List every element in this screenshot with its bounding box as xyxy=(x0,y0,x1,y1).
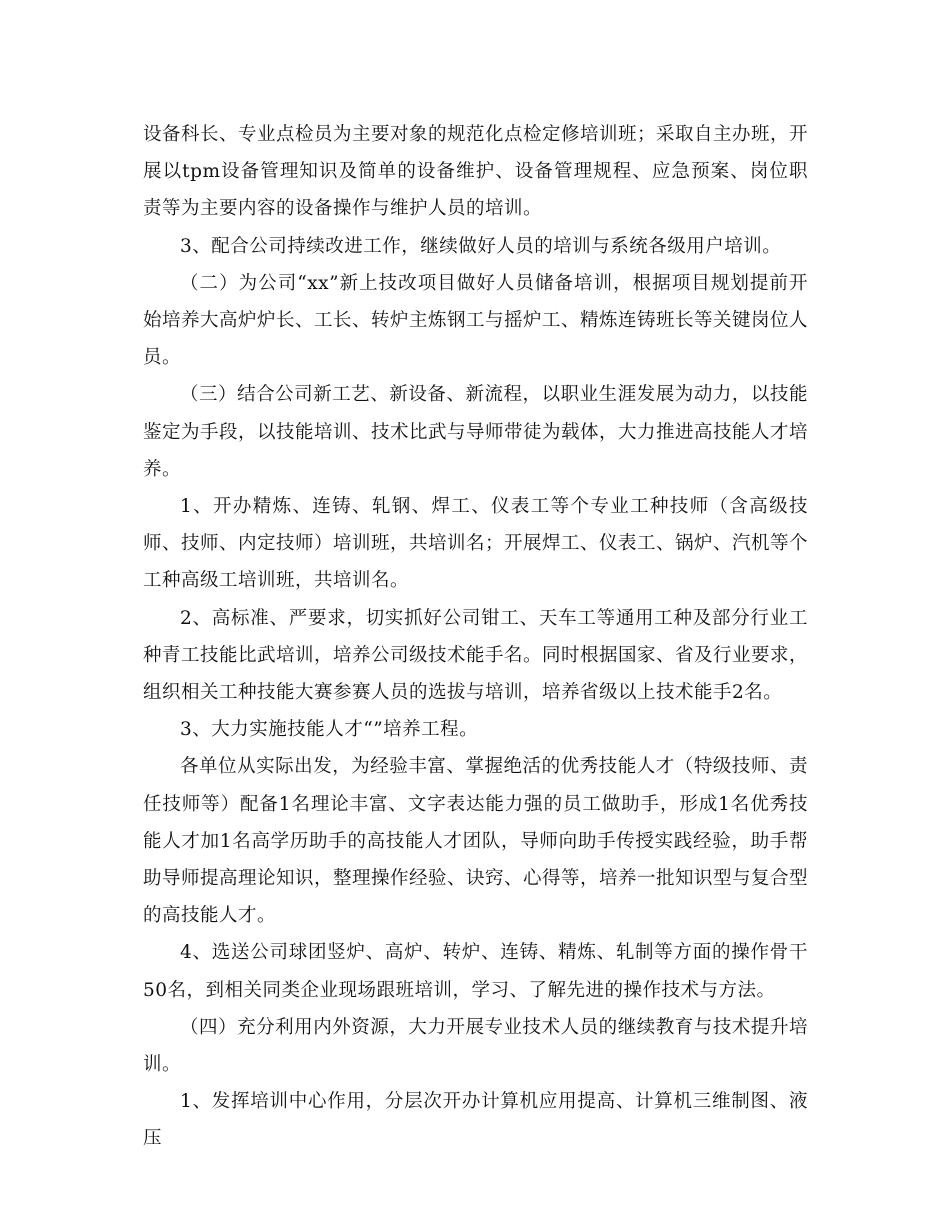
document-body xyxy=(143,116,808,1158)
paragraph: （二）为公司“xx”新上技改项目做好人员储备培训，根据项目规划提前开始培养大高炉炉长、工长、转炉主炼钢工与摇炉工、精炼连铸班长等关键岗位人员。 xyxy=(143,272,809,369)
paragraph-continuation: 设备科长、专业点检员为主要对象的规范化点检定修培训班；采取自主办班，开展以tpm设备管理知识及简单的设备维护、设备管理规程、应急预案、岗位职责等为主要内容的设备操作与维护人员的培训。 xyxy=(143,124,809,220)
paragraph: 2、高标准、严要求，切实抓好公司钳工、天车工等通用工种及部分行业工种青工技能比武培训，培养公司级技术能手名。同时根据国家、省及行业要求，组织相关工种技能大赛参赛人员的选拔与培训，培养省级以上技术能手2名。 xyxy=(143,607,809,704)
paragraph: 3、大力实施技能人才“”培养工程。 xyxy=(180,719,479,741)
paragraph: 1、发挥培训中心作用，分层次开办计算机应用提高、计算机三维制图、液压 xyxy=(143,1091,808,1150)
paragraph: 4、选送公司球团竖炉、高炉、转炉、连铸、精炼、轧制等方面的操作骨干50名，到相关同类企业现场跟班培训，学习、了解先进的操作技术与方法。 xyxy=(143,942,808,1001)
paragraph: （三）结合公司新工艺、新设备、新流程，以职业生涯发展为动力，以技能鉴定为手段，以技能培训、技术比武与导师带徒为载体，大力推进高技能人才培养。 xyxy=(143,384,809,480)
paragraph: 1、开办精炼、连铸、轧钢、焊工、仪表工等个专业工种技师（含高级技师、技师、内定技师）培训班，共培训名；开展焊工、仪表工、锅炉、汽机等个工种高级工培训班，共培训名。 xyxy=(143,496,809,592)
paragraph: 各单位从实际出发，为经验丰富、掌握绝活的优秀技能人才（特级技师、责任技师等）配备1名理论丰富、文字表达能力强的员工做助手，形成1名优秀技能人才加1名高学历助手的高技能人才团队，导师向助手传授实践经验，助手帮助导师提高理论知识，整理操作经验、诀窍、心得等，培养一批知识型与复合型的高技能人才。 xyxy=(143,756,809,927)
paragraph: 3、配合公司持续改进工作，继续做好人员的培训与系统各级用户培训。 xyxy=(180,235,782,257)
paragraph: （四）充分利用内外资源，大力开展专业技术人员的继续教育与技术提升培训。 xyxy=(143,1016,808,1076)
